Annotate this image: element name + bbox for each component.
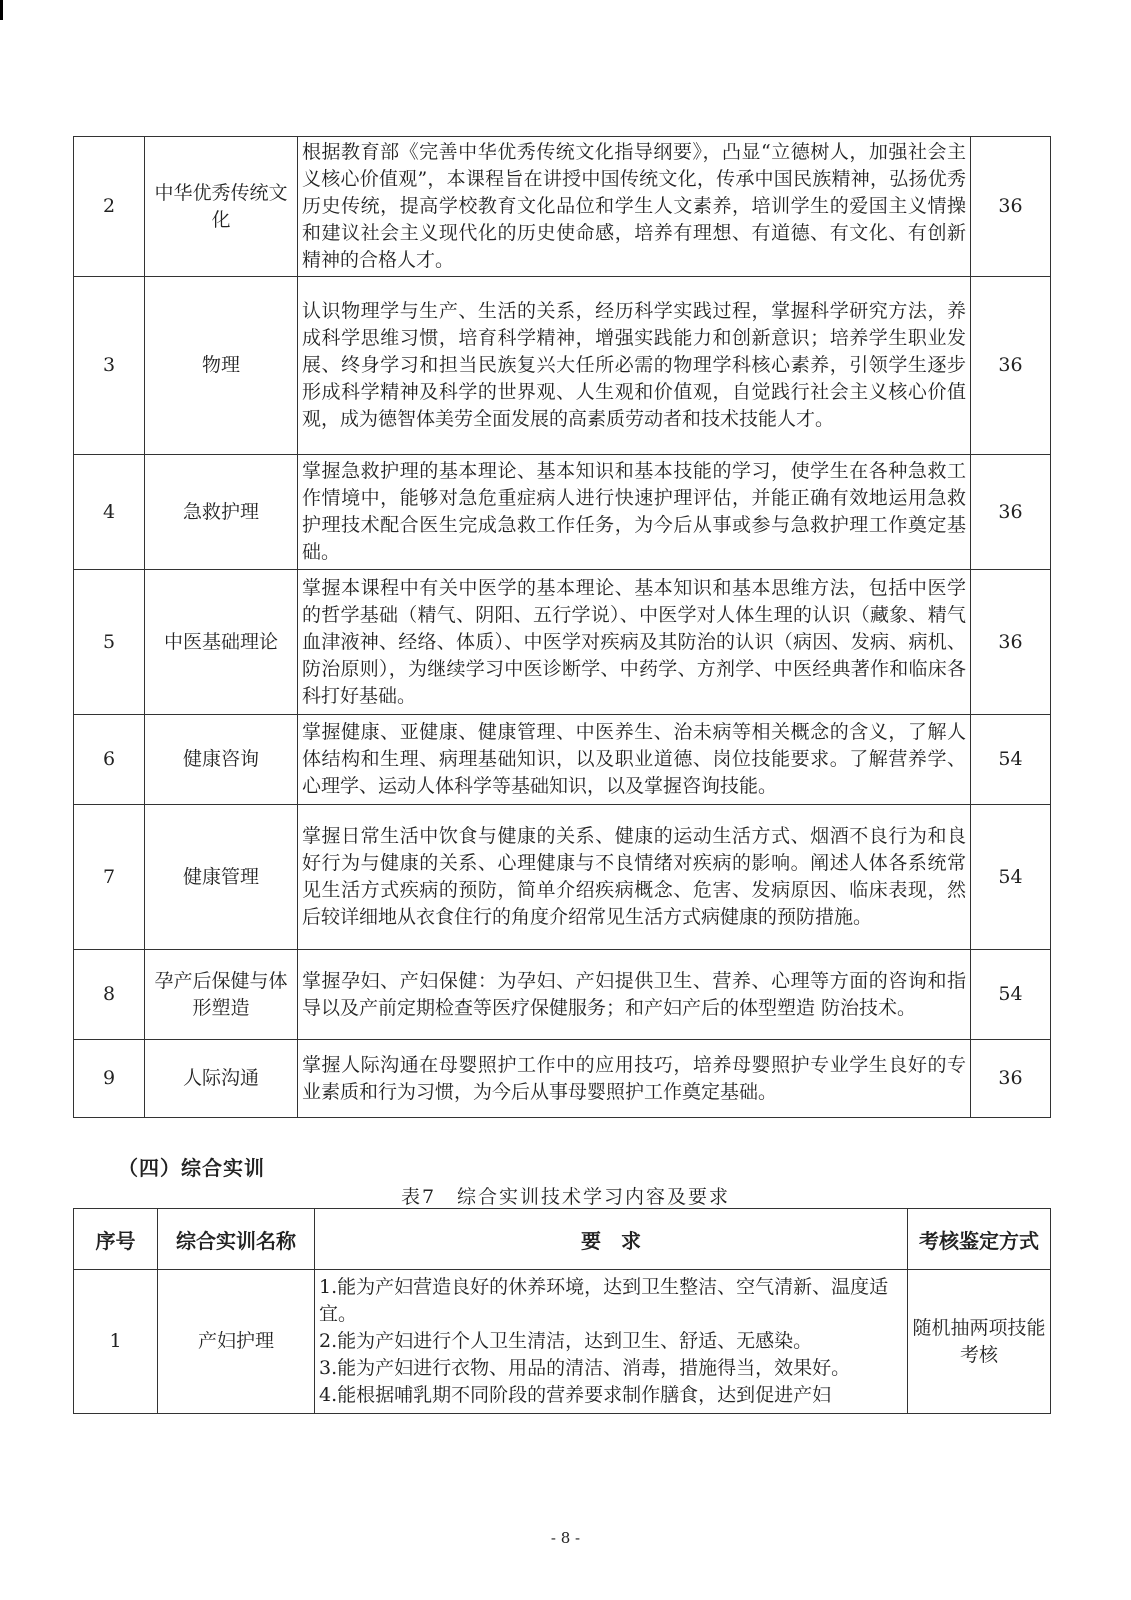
row-number: 8 [74,950,145,1040]
training-name: 产妇护理 [158,1270,315,1414]
course-name: 中华优秀传统文化 [145,137,298,277]
course-hours: 54 [971,950,1051,1040]
row-number: 2 [74,137,145,277]
course-description: 掌握日常生活中饮食与健康的关系、健康的运动生活方式、烟酒不良行为和良好行为与健康的关系、心理健康与不良情绪对疾病的影响。阐述人体各系统常见生活方式疾病的预防，简单介绍疾病概念、危害、发病原因、临床表现，然后较详细地从衣食住行的角度介绍常见生活方式病健康的预防措施。 [298,805,971,950]
course-name: 健康管理 [145,805,298,950]
course-name: 物理 [145,277,298,455]
course-description: 掌握健康、亚健康、健康管理、中医养生、治未病等相关概念的含义，了解人体结构和生理、病理基础知识，以及职业道德、岗位技能要求。了解营养学、心理学、运动人体科学等基础知识，以及掌握咨询技能。 [298,715,971,805]
row-number: 7 [74,805,145,950]
table-row [74,950,1051,1040]
table-row [74,1270,1051,1414]
requirement-item: 1.能为产妇营造良好的休养环境，达到卫生整洁、空气清新、温度适宜。 [319,1276,889,1325]
table-row [74,1040,1051,1118]
course-hours: 36 [971,277,1051,455]
course-name: 急救护理 [145,455,298,570]
course-description: 掌握人际沟通在母婴照护工作中的应用技巧，培养母婴照护专业学生良好的专业素质和行为习惯，为今后从事母婴照护工作奠定基础。 [298,1040,971,1118]
table-row [74,277,1051,455]
header-training-name: 综合实训名称 [158,1209,315,1270]
table-caption: 表7 综合实训技术学习内容及要求 [400,1186,731,1208]
row-number: 3 [74,277,145,455]
requirement-item: 4.能根据哺乳期不同阶段的营养要求制作膳食，达到促进产妇 [319,1384,832,1406]
course-name: 中医基础理论 [145,570,298,715]
page-number: - 8 - [550,1529,581,1547]
course-hours: 36 [971,455,1051,570]
assessment-method: 随机抽两项技能考核 [908,1270,1051,1414]
course-name: 健康咨询 [145,715,298,805]
course-hours: 36 [971,570,1051,715]
requirement-item: 3.能为产妇进行衣物、用品的清洁、消毒，措施得当，效果好。 [319,1357,851,1379]
course-name: 人际沟通 [145,1040,298,1118]
requirement-item: 2.能为产妇进行个人卫生清洁，达到卫生、舒适、无感染。 [319,1330,813,1352]
header-assessment-method: 考核鉴定方式 [908,1209,1051,1270]
row-number: 9 [74,1040,145,1118]
course-description: 根据教育部《完善中华优秀传统文化指导纲要》，凸显“立德树人，加强社会主义核心价值观”，本课程旨在讲授中国传统文化，传承中国民族精神，弘扬优秀历史传统，提高学校教育文化品位和学生人文素养，培训学生的爱国主义情操和建议社会主义现代化的历史使命感，培养有理想、有道德、有文化、有创新精神的合格人才。 [298,137,971,277]
course-name: 孕产后保健与体形塑造 [145,950,298,1040]
course-description: 认识物理学与生产、生活的关系，经历科学实践过程，掌握科学研究方法，养成科学思维习惯，培育科学精神，增强实践能力和创新意识；培养学生职业发展、终身学习和担当民族复兴大任所必需的物理学科核心素养，引领学生逐步形成科学精神及科学的世界观、人生观和价值观，自觉践行社会主义核心价值观，成为德智体美劳全面发展的高素质劳动者和技术技能人才。 [298,277,971,455]
header-requirements: 要 求 [315,1209,908,1270]
row-number: 5 [74,570,145,715]
page-edge-mark [0,0,3,20]
table-row [74,455,1051,570]
course-description: 掌握急救护理的基本理论、基本知识和基本技能的学习，使学生在各种急救工作情境中，能够对急危重症病人进行快速护理评估，并能正确有效地运用急救护理技术配合医生完成急救工作任务，为今后从事或参与急救护理工作奠定基础。 [298,455,971,570]
table-row [74,805,1051,950]
course-description: 掌握本课程中有关中医学的基本理论、基本知识和基本思维方法，包括中医学的哲学基础（精气、阴阳、五行学说）、中医学对人体生理的认识（藏象、精气血津液神、经络、体质）、中医学对疾病及其防治的认识（病因、发病、病机、防治原则），为继续学习中医诊断学、中药学、方剂学、中医经典著作和临床各科打好基础。 [298,570,971,715]
table-row [74,570,1051,715]
training-table [73,1208,1051,1414]
course-description: 掌握孕妇、产妇保健：为孕妇、产妇提供卫生、营养、心理等方面的咨询和指导以及产前定期检查等医疗保健服务；和产妇产后的体型塑造 防治技术。 [298,950,971,1040]
requirements-cell [315,1270,908,1414]
row-number: 4 [74,455,145,570]
course-hours: 36 [971,1040,1051,1118]
course-table [73,136,1051,1118]
course-hours: 54 [971,805,1051,950]
row-number: 1 [74,1270,158,1414]
header-number: 序号 [74,1209,158,1270]
table-row [74,715,1051,805]
course-hours: 54 [971,715,1051,805]
table-row [74,137,1051,277]
course-hours: 36 [971,137,1051,277]
row-number: 6 [74,715,145,805]
section-heading: （四）综合实训 [118,1156,265,1180]
table-header-row [74,1209,1051,1270]
